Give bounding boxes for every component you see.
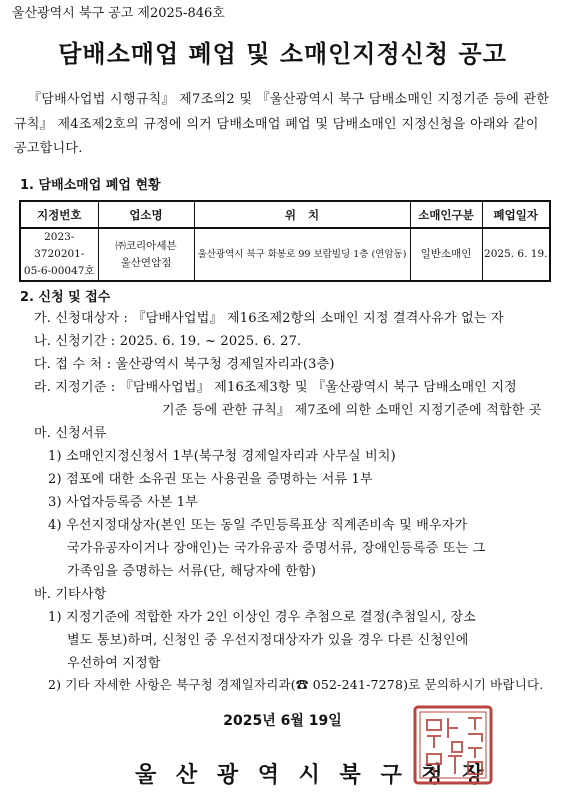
doc-item-4-cont2: 가족임을 증명하는 서류(단, 해당자에 한함) (67, 564, 317, 579)
header-date: 폐업일자 (482, 201, 550, 228)
cell-type: 일반소매인 (410, 228, 482, 281)
header-id: 지정번호 (20, 201, 98, 228)
doc-item-3: 3) 사업자등록증 사본 1부 (48, 495, 199, 510)
doc-item-4: 4) 우선지정대상자(본인 또는 동일 주민등록표상 직계존비속 및 배우자가 (48, 518, 468, 533)
misc-item-2: 2) 기타 자세한 사항은 북구청 경제일자리과(☎ 052-241-7278)로 문의하시기 바랍니다. (48, 677, 544, 692)
misc-item-1-cont2: 우선하여 지정함 (67, 656, 161, 671)
doc-item-2: 2) 점포에 대한 소유권 또는 사용권을 증명하는 서류 1부 (48, 472, 373, 487)
cell-name-line2: 울산연암점 (120, 256, 172, 269)
official-seal-icon (412, 704, 494, 786)
page-title: 담배소매업 폐업 및 소매인지정신청 공고 (58, 40, 507, 68)
cell-name-line1: ㈜코리아세븐 (115, 239, 177, 252)
document-number: 울산광역시 북구 공고 제2025-846호 (12, 6, 225, 21)
item-misc-heading: 바. 기타사항 (34, 587, 107, 602)
misc-item-1: 1) 지정기준에 적합한 자가 2인 이상인 경우 추첨으로 결정(추첨일시, 장소 (48, 610, 477, 625)
header-type: 소매인구분 (410, 201, 482, 228)
item-applicant: 가. 신청대상자 : 『담배사업법』 제16조제2항의 소매인 지정 결격사유가 없는 자 (34, 311, 504, 326)
intro-paragraph: 『담배사업법 시행규칙』 제7조의2 및 『울산광역시 북구 담배소매인 지정기준 등에 관한 규칙』 제4조제2호의 규정에 의거 담배소매업 폐업 및 담배소매인 지정신청을 아래와 같이 공고합니다. (14, 92, 550, 156)
cell-id-line2: 05-6-00047호 (23, 265, 95, 277)
table-header-row (20, 201, 550, 228)
item-criteria: 라. 지정기준 : 『담배사업법』 제16조제3항 및 『울산광역시 북구 담배소매인 지정 (34, 380, 517, 395)
item-office: 다. 접 수 처 : 울산광역시 북구청 경제일자리과(3층) (34, 357, 335, 372)
item-documents-heading: 마. 신청서류 (34, 426, 107, 441)
cell-name (98, 228, 194, 281)
misc-item-1-cont1: 별도 통보)하며, 신청인 중 우선지정대상자가 있을 경우 다른 신청인에 (67, 633, 469, 648)
header-name: 업소명 (98, 201, 194, 228)
doc-item-1: 1) 소매인지정신청서 1부(북구청 경제일자리과 사무실 비치) (48, 449, 396, 464)
doc-item-4-cont1: 국가유공자이거나 장애인)는 국가유공자 증명서류, 장애인등록증 또는 그 (67, 541, 486, 556)
section1-title: 1. 담배소매업 폐업 현황 (20, 178, 161, 193)
notice-date: 2025년 6월 19일 (223, 713, 342, 729)
header-location: 위 치 (194, 201, 410, 228)
cell-date: 2025. 6. 19. (482, 228, 550, 281)
cell-location: 울산광역시 북구 화봉로 99 보람빌딩 1층 (연암동) (194, 228, 410, 281)
cell-id (20, 228, 98, 281)
cell-id-line1: 2023-3720201- (34, 231, 85, 260)
item-period: 나. 신청기간 : 2025. 6. 19. ~ 2025. 6. 27. (34, 334, 302, 349)
item-criteria-cont: 기준 등에 관한 규칙』 제7조에 의한 소매인 지정기준에 적합한 곳 (162, 403, 542, 418)
section2-title: 2. 신청 및 접수 (20, 290, 111, 305)
closure-table (19, 200, 551, 282)
table-row (20, 228, 550, 281)
issuer-name: 울 산 광 역 시 북 구 청 장 (135, 763, 490, 788)
